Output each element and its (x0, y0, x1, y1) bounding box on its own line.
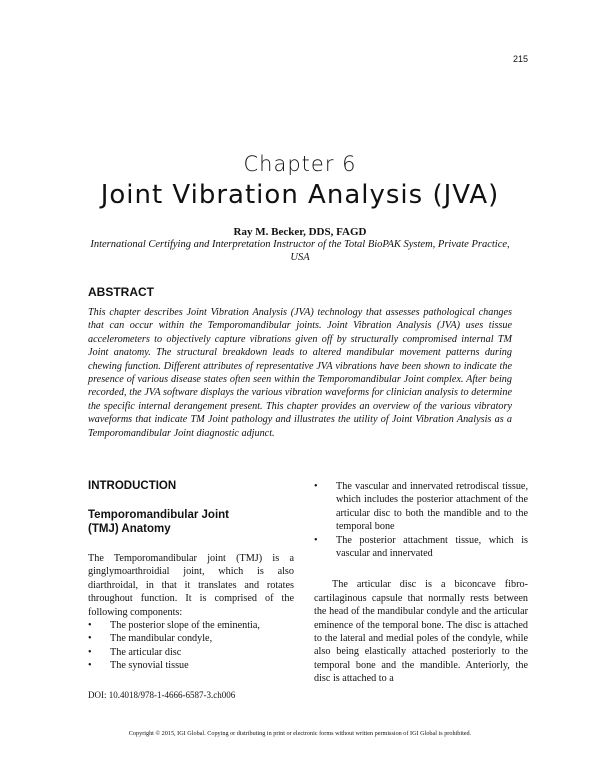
list-item: • The vascular and innervated retrodiscal tissue, which includes the posterior attachment of the articular disc to both the mandible and to the temporal bone (314, 481, 528, 533)
abstract-text: This chapter describes Joint Vibration Analysis (JVA) technology that assesses pathological changes that can occur within the Temporomandibular joints. Joint Vibration Analysis (JVA) uses tissue accelerometers to objectively capture vibrations given off by structurally compromised internal TM Joint anatomy. The structural breakdown leads to altered mandibular movement patterns during chewing function. Different attributes of representative JVA vibrations have been shown to indicate the presence of various disease states often seen within the Temporomandibular Joint complex. After being recorded, the JVA software displays the various vibration waveforms for clinician analysis to determine the specific internal derangement present. This chapter provides an overview of the various vibratory waveforms that indicate TM Joint pathology and illustrates the utility of Joint Vibration Analysis as a Temporomandibular Joint diagnostic adjunct. (88, 307, 512, 439)
articular-disc-paragraph: The articular disc is a biconcave fibro-cartilaginous capsule that normally rests between the head of the mandibular condyle and the articular eminence of the temporal bone. The disc is attached to the lateral and medial poles of the condyle, while also being elastically attached posteriorly to the temporal bone and the mandible. Anteriorly, the disc is attached to a (314, 579, 528, 685)
introduction-heading: INTRODUCTION (88, 480, 177, 492)
anatomy-subheading-line1: Temporomandibular Joint (88, 509, 229, 521)
list-item: • The mandibular condyle, (88, 633, 213, 645)
list-item: • The synovial tissue (88, 660, 189, 672)
chapter-title: Joint Vibration Analysis (JVA) (100, 180, 500, 210)
anatomy-subheading-line2: (TMJ) Anatomy (88, 523, 171, 535)
intro-paragraph: The Temporomandibular joint (TMJ) is a ginglymoarthroidial joint, which is also diarthroidal, in that it translates and rotates throughout function. It is comprised of the following components: (88, 553, 294, 618)
anatomy-subheading (88, 508, 294, 536)
page-number: 215 (512, 54, 528, 64)
copyright-notice: Copyright © 2015, IGI Global. Copying or distributing in print or electronic forms without written permission of IGI Global is prohibited. (128, 730, 472, 737)
abstract-heading: ABSTRACT (88, 285, 154, 299)
author-name: Ray M. Becker, DDS, FAGD (233, 226, 367, 238)
list-item: • The posterior attachment tissue, which is vascular and innervated (314, 534, 528, 560)
bullet-icon: • (314, 534, 318, 546)
components-list-right (314, 480, 528, 560)
bullet-icon: • (88, 660, 92, 672)
author-affiliation: International Certifying and Interpretation Instructor of the Total BioPAK System, Private Practice, USA (90, 239, 510, 263)
bullet-icon: • (88, 633, 92, 645)
right-column (314, 480, 528, 686)
left-column (88, 480, 294, 673)
bullet-icon: • (314, 481, 318, 492)
list-item: • The articular disc (88, 646, 182, 658)
list-item: • The posterior slope of the eminentia, (88, 620, 260, 632)
bullet-icon: • (88, 620, 92, 632)
doi-line: DOI: 10.4018/978-1-4666-6587-3.ch006 (88, 690, 236, 700)
bullet-icon: • (88, 646, 92, 658)
chapter-label: Chapter 6 (243, 152, 357, 176)
components-list-left (88, 619, 294, 673)
